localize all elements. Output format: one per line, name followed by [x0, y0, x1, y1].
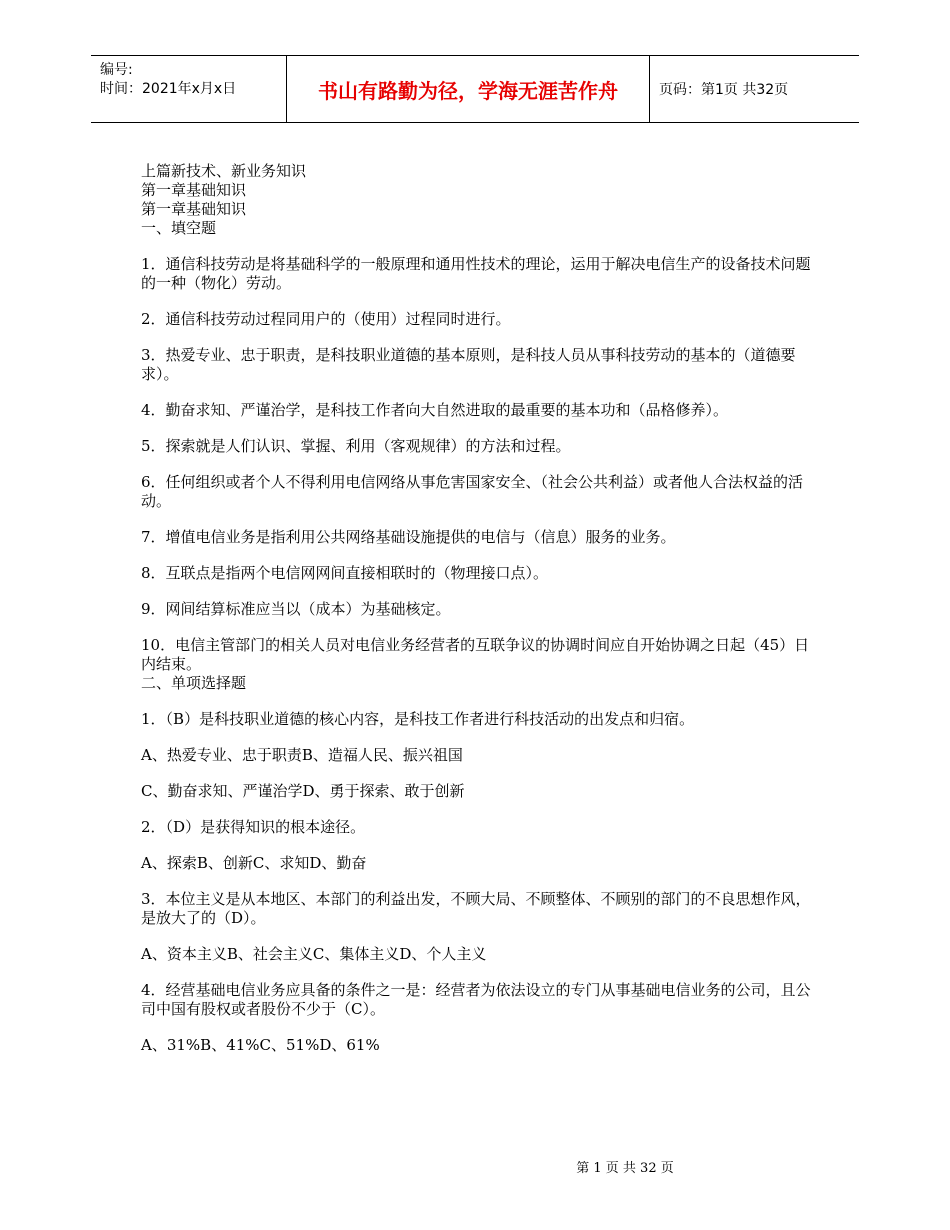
header-divider-right: [649, 56, 650, 122]
header-page-label: 页码：第1页 共32页: [659, 82, 789, 98]
fill-question: 6．任何组织或者个人不得利用电信网络从事危害国家安全、（社会公共利益）或者他人合法权益的活动。: [141, 473, 804, 510]
page-footer: 第 1 页 共 32 页: [576, 1161, 674, 1176]
choice-options: C、勤奋求知、严谨治学D、勇于探索、敢于创新: [141, 782, 465, 800]
section-title-fill-in: 一、填空题: [141, 219, 217, 237]
fill-question: 3．热爱专业、忠于职责，是科技职业道德的基本原则，是科技人员从事科技劳动的基本的（道德要求）。: [141, 346, 796, 383]
choice-options: A、热爱专业、忠于职责B、造福人民、振兴祖国: [141, 746, 463, 764]
chapter-title: 第一章基础知识: [141, 200, 247, 218]
fill-question: 7．增值电信业务是指利用公共网络基础设施提供的电信与（信息）服务的业务。: [141, 528, 676, 546]
page-header: [91, 55, 859, 123]
choice-options: A、31%B、41%C、51%D、61%: [141, 1036, 380, 1054]
part-title: 上篇新技术、新业务知识: [141, 162, 307, 180]
chapter-title: 第一章基础知识: [141, 181, 247, 199]
fill-question: 10．电信主管部门的相关人员对电信业务经营者的互联争议的协调时间应自开始协调之日起（45）日内结束。: [141, 636, 810, 673]
choice-question: 1．（B）是科技职业道德的核心内容，是科技工作者进行科技活动的出发点和归宿。: [141, 710, 695, 728]
fill-question: 1．通信科技劳动是将基础科学的一般原理和通用性技术的理论，运用于解决电信生产的设备技术问题的一种（物化）劳动。: [141, 255, 811, 292]
document-body: [141, 162, 821, 1055]
header-meta: [91, 56, 286, 122]
choice-question: 4．经营基础电信业务应具备的条件之一是：经营者为依法设立的专门从事基础电信业务的公司，且公司中国有股权或者股份不少于（C）。: [141, 981, 811, 1018]
choice-options: A、探索B、创新C、求知D、勤奋: [141, 854, 367, 872]
choice-options: A、资本主义B、社会主义C、集体主义D、个人主义: [141, 945, 487, 963]
document-time-label: 时间：2021年x月x日: [100, 81, 237, 97]
choice-question: 2．（D）是获得知识的根本途径。: [141, 818, 366, 836]
choice-question: 3．本位主义是从本地区、本部门的利益出发，不顾大局、不顾整体、不顾别的部门的不良思想作风，是放大了的（D）。: [141, 890, 811, 927]
fill-question: 9．网间结算标准应当以（成本）为基础核定。: [141, 600, 451, 618]
fill-question: 8．互联点是指两个电信网网间直接相联时的（物理接口点）。: [141, 564, 549, 582]
document-number-label: 编号:: [100, 62, 133, 78]
fill-question: 4．勤奋求知、严谨治学，是科技工作者向大自然进取的最重要的基本功和（品格修养）。: [141, 401, 729, 419]
fill-question: 2．通信科技劳动过程同用户的（使用）过程同时进行。: [141, 310, 511, 328]
section-title-single-choice: 二、单项选择题: [141, 674, 247, 692]
header-motto: 书山有路勤为径，学海无涯苦作舟: [318, 78, 618, 103]
fill-question: 5．探索就是人们认识、掌握、利用（客观规律）的方法和过程。: [141, 437, 571, 455]
